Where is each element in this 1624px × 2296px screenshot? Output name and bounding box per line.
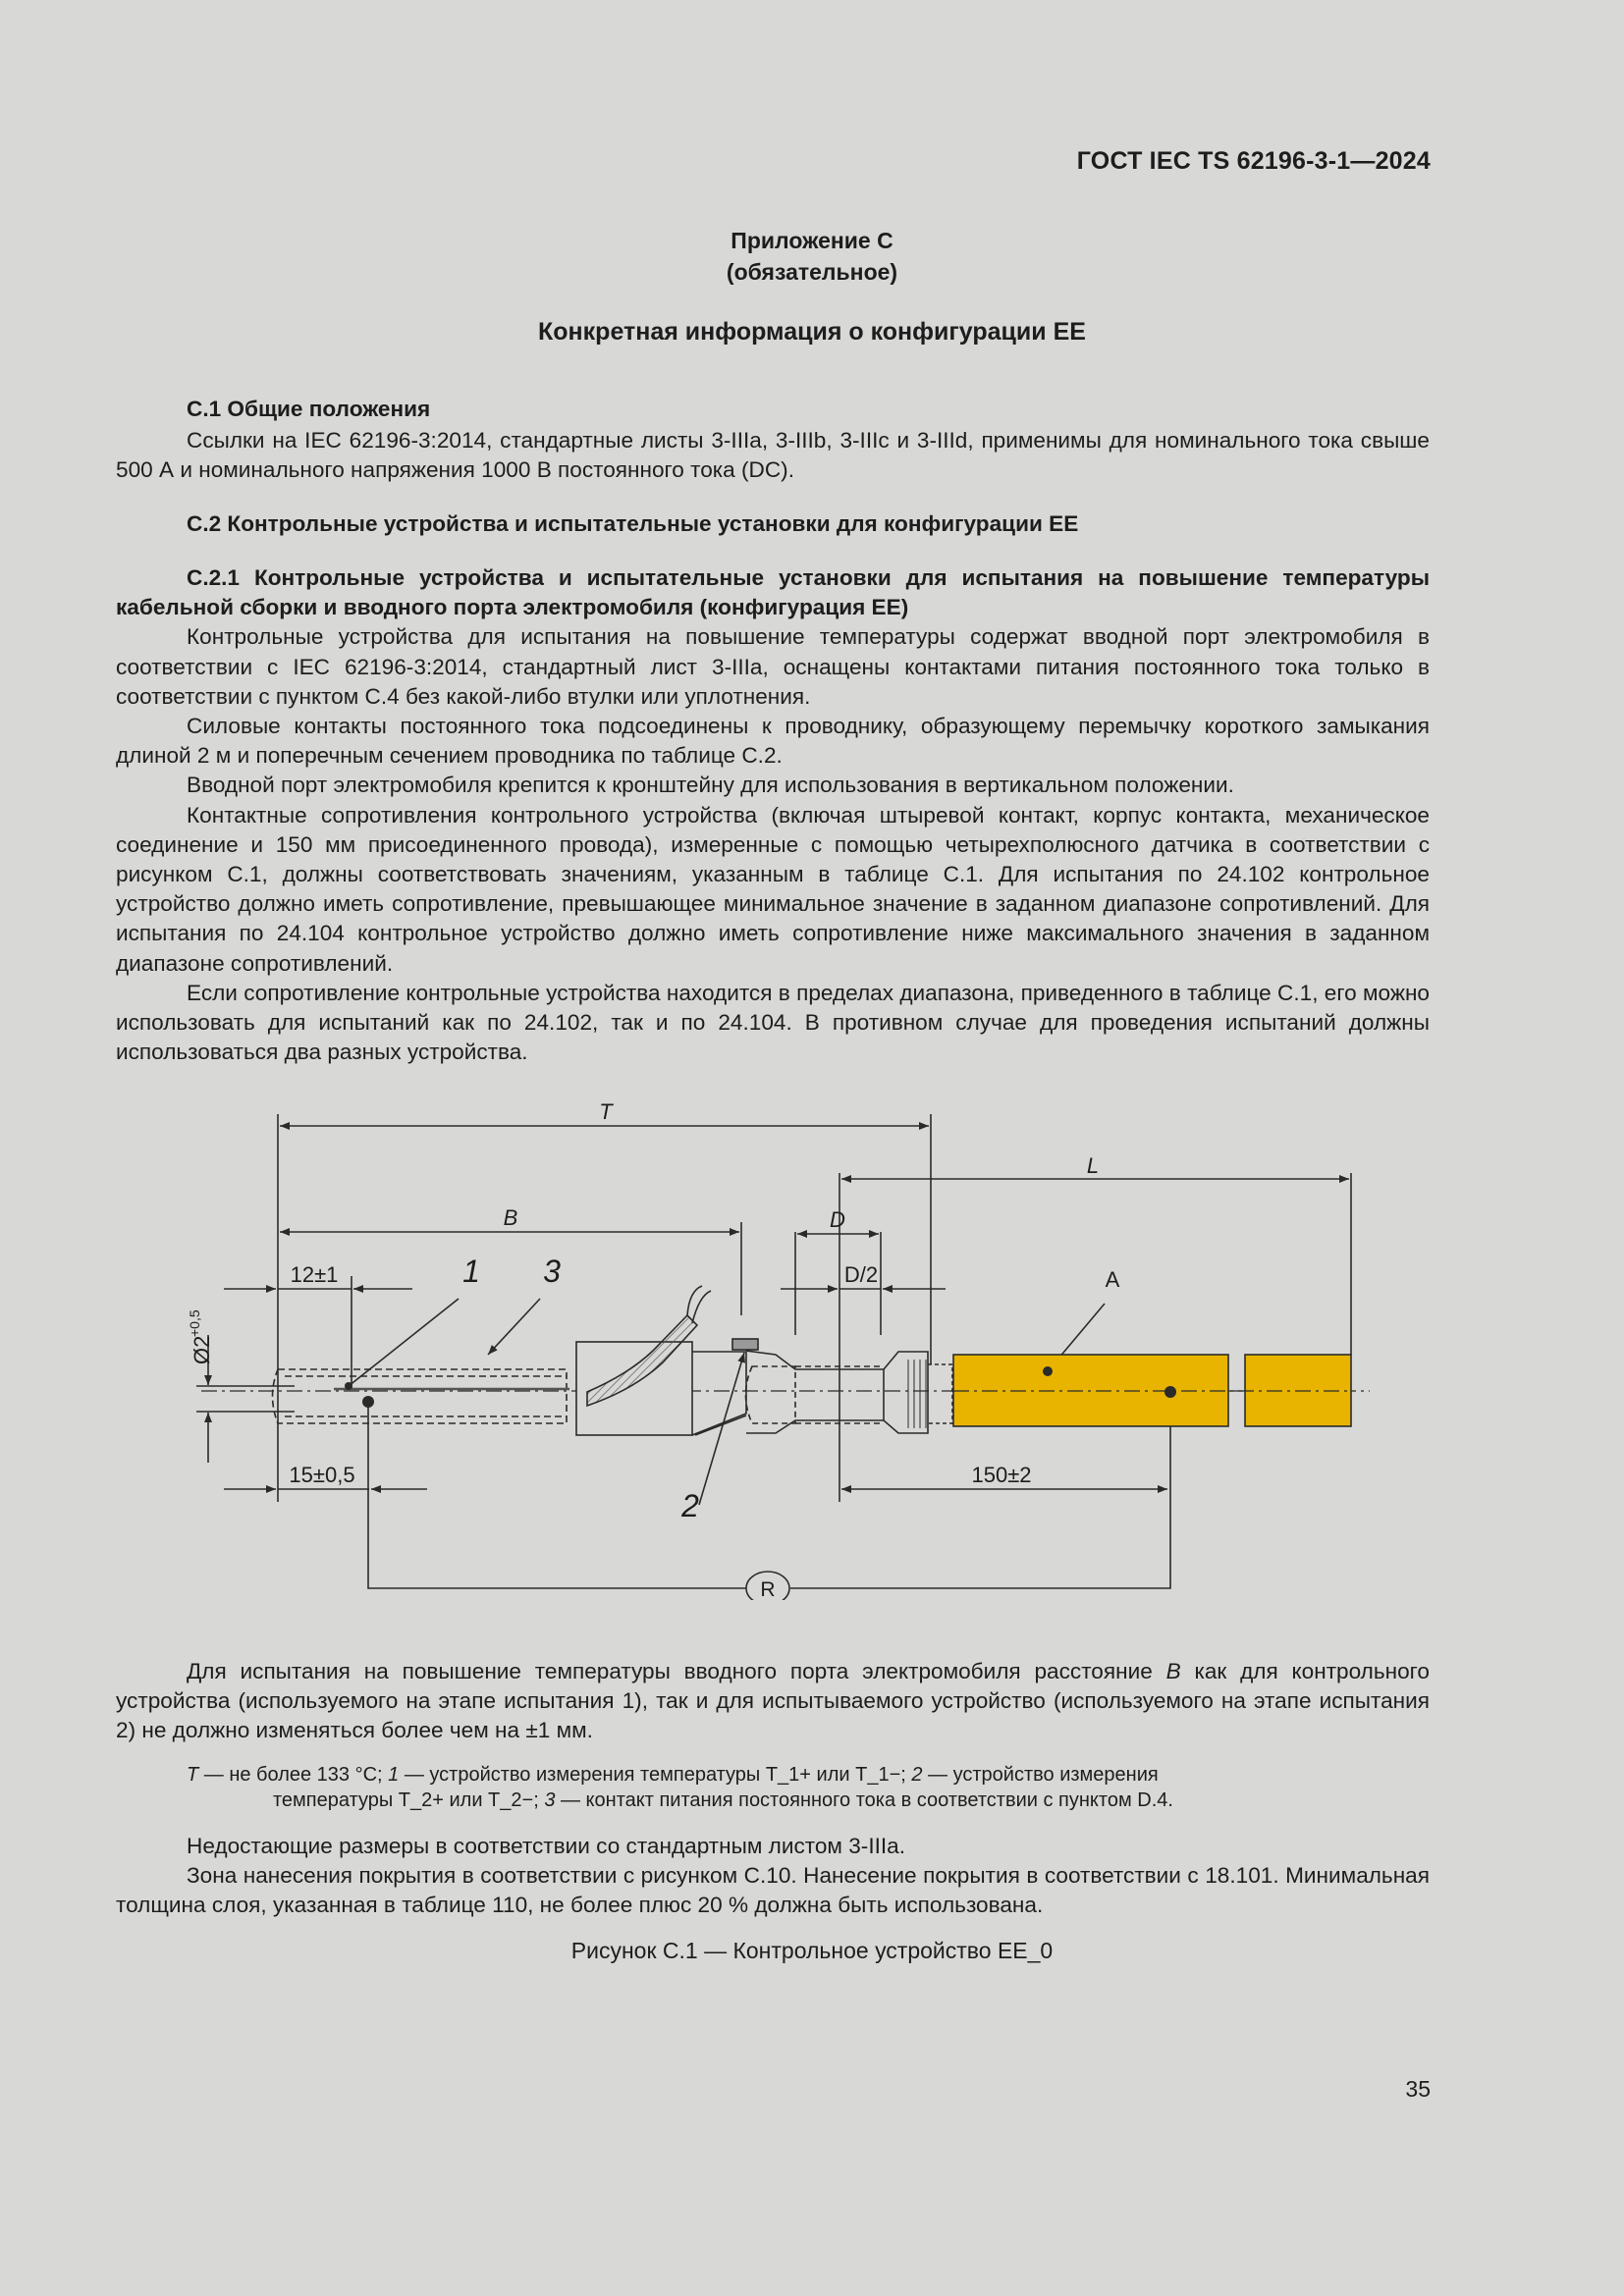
section-c1 — [116, 395, 1430, 486]
section-c2 — [116, 509, 1430, 539]
paragraph: Ссылки на IEC 62196-3:2014, стандартные листы 3-IIIa, 3-IIIb, 3-IIIc и 3-IIId, применимы для номинального тока свыше 500 А и номинального напряжения 1000 В постоянного тока (DC). — [116, 428, 1430, 483]
dim-150-label: 150±2 — [971, 1463, 1032, 1487]
leader-3 — [488, 1299, 540, 1355]
figure-note — [187, 1762, 1361, 1813]
paragraph: Для испытания на повышение температуры вводного порта электромобиля расстояние B как для контрольного устройства (используемого на этапе испытания 1), так и для испытываемого устройство (используемого на этапе испытания 2) не должно изменяться более чем на ±1 мм. — [116, 1659, 1430, 1743]
figure-caption: Рисунок С.1 — Контрольное устройство ЕЕ_0 — [570, 1938, 1054, 1963]
section-heading: С.2.1 Контрольные устройства и испытательные установки для испытания на повышение температуры кабельной сборки и вводного порта электромобиля (конфигурация ЕЕ) — [116, 565, 1430, 620]
paragraph: Недостающие размеры в соответствии со стандартным листом 3-IIIa. — [187, 1834, 906, 1858]
probe-point-left — [362, 1396, 374, 1408]
dim-D-label: D — [830, 1207, 845, 1232]
annex-heading — [0, 225, 1624, 288]
paragraph: Зона нанесения покрытия в соответствии с рисунком С.10. Нанесение покрытия в соответствии с 18.101. Минимальная толщина слоя, указанная в таблице 110, не более плюс 20 % должна быть использована. — [116, 1863, 1430, 1918]
document-code: ГОСТ IEC TS 62196-3-1—2024 — [1076, 147, 1431, 175]
crimp-sleeve — [746, 1351, 928, 1433]
dim-L-label: L — [1086, 1153, 1100, 1178]
label-A: A — [1105, 1267, 1120, 1292]
dim-D2-label: D/2 — [843, 1262, 879, 1287]
page-number: 35 — [1405, 2076, 1431, 2102]
dim-12-label: 12±1 — [290, 1262, 339, 1287]
note-line-1: T — не более 133 °С; 1 — устройство измерения температуры T_1+ или T_1−; 2 — устройство измерения — [187, 1764, 1159, 1786]
note-line-2: температуры T_2+ или T_2−; 3 — контакт питания постоянного тока в соответствии с пунктом D.4. — [273, 1789, 1173, 1811]
dim-diameter-tolerance: +0,5 — [187, 1309, 202, 1337]
label-1: 1 — [462, 1254, 480, 1289]
paragraph: Контрольные устройства для испытания на повышение температуры содержат вводной порт электромобиля в соответствии с IEC 62196-3:2014, стандартный лист 3-IIIa, оснащены контактами питания постоянного тока только в соответствии с пунктом С.4 без какой-либо втулки или уплотнения. — [116, 624, 1430, 709]
leader-2 — [699, 1353, 744, 1505]
section-heading: С.1 Общие положения — [187, 397, 431, 421]
dim-B-label: B — [503, 1205, 518, 1230]
leader-dot-A — [1043, 1366, 1053, 1376]
leader-1 — [349, 1299, 459, 1386]
annex-label: Приложение С — [731, 228, 893, 253]
paragraph: Вводной порт электромобиля крепится к кронштейну для использования в вертикальном положении. — [187, 773, 1234, 798]
paragraph: Если сопротивление контрольные устройства находится в пределах диапазона, приведенного в таблице С.1, его можно использовать для испытаний как по 24.102, так и по 24.104. В противном случае для проведения испытаний должны использоваться два разных устройства. — [116, 980, 1430, 1065]
dim-15-label: 15±0,5 — [289, 1463, 355, 1487]
paragraph: Контактные сопротивления контрольного устройства (включая штыревой контакт, корпус контакта, механическое соединение и 150 мм присоединенного провода), измеренные с помощью четырехполюсного датчика в соответствии с рисунком С.1, должны соответствовать значениям, указанным в таблице С.1. Для испытания по 24.102 контрольное устройство должно иметь сопротивление, превышающее минимальное значение в заданном диапазоне сопротивлений. Для испытания по 24.104 контрольное устройство должно иметь сопротивление ниже максимального значения в заданном диапазоне сопротивлений. — [116, 802, 1430, 976]
label-R: R — [760, 1578, 776, 1600]
label-3: 3 — [543, 1254, 561, 1289]
annex-title: Конкретная информация о конфигурации ЕЕ — [538, 318, 1086, 346]
label-2: 2 — [681, 1488, 699, 1523]
dim-T-label: T — [599, 1099, 613, 1124]
probe-point-1 — [345, 1382, 352, 1390]
annex-status: (обязательное) — [726, 259, 898, 285]
after-figure-text — [116, 1657, 1430, 1746]
paragraph: Силовые контакты постоянного тока подсоединены к проводнику, образующему перемычку короткого замыкания длиной 2 м и поперечным сечением проводника по таблице С.2. — [116, 714, 1430, 769]
probe-point-right — [1164, 1386, 1176, 1398]
dim-diameter-label: Ø2 — [189, 1335, 214, 1364]
figure-c1-drawing — [0, 1090, 1624, 1600]
section-c2-1 — [116, 563, 1430, 1067]
after-figure-text-2 — [116, 1832, 1430, 1921]
sensor-2-block — [732, 1339, 758, 1350]
contact-pin-outline — [273, 1369, 568, 1423]
section-heading: С.2 Контрольные устройства и испытательные установки для конфигурации ЕЕ — [187, 511, 1079, 536]
